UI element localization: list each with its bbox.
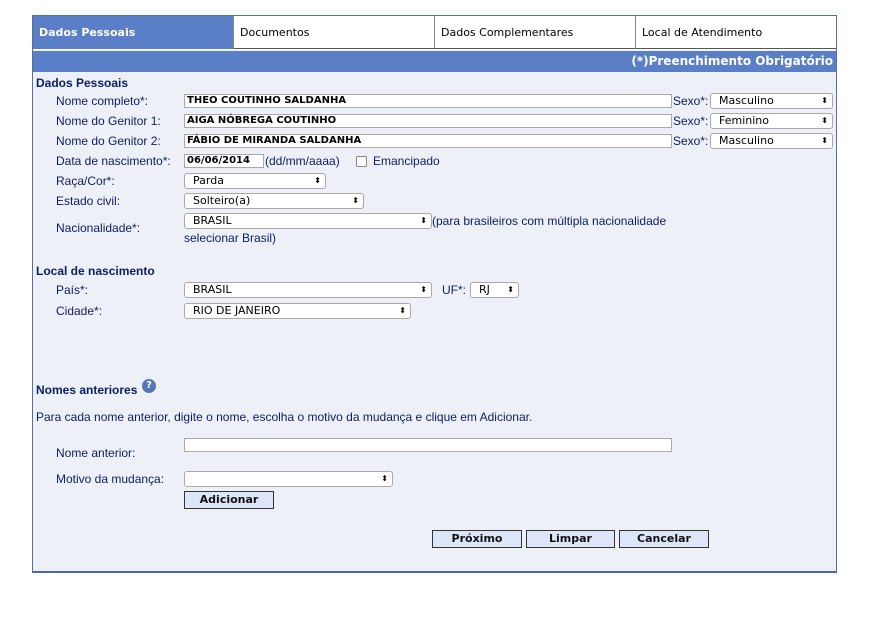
- sexo-label-1: Sexo*:: [673, 94, 709, 108]
- sexo-label-3: Sexo*:: [673, 134, 709, 148]
- sexo-label-2: Sexo*:: [673, 114, 709, 128]
- section-local-nascimento: Local de nascimento: [36, 264, 155, 278]
- form-frame: [32, 15, 837, 573]
- nacionalidade-hint-1: (para brasileiros com múltipla nacionalidade: [432, 214, 667, 228]
- nome-anterior-input[interactable]: [184, 438, 672, 452]
- tab-local-atendimento[interactable]: Local de Atendimento: [636, 16, 836, 49]
- sexo-select-2[interactable]: Feminino ⬍: [710, 113, 833, 129]
- nacionalidade-hint-2: selecionar Brasil): [184, 231, 277, 245]
- uf-select[interactable]: RJ ⬍: [470, 282, 519, 298]
- genitor2-label: Nome do Genitor 2:: [56, 134, 161, 148]
- section-dados-pessoais: Dados Pessoais: [36, 76, 129, 90]
- help-icon[interactable]: ?: [142, 379, 156, 393]
- pais-select[interactable]: BRASIL ⬍: [184, 282, 432, 298]
- nascimento-label: Data de nascimento*:: [56, 154, 171, 168]
- section-nomes-anteriores: Nomes anteriores: [36, 383, 138, 397]
- genitor1-label: Nome do Genitor 1:: [56, 114, 161, 128]
- tab-dados-pessoais[interactable]: Dados Pessoais: [33, 16, 234, 49]
- genitor2-input[interactable]: FÁBIO DE MIRANDA SALDANHA: [184, 134, 672, 148]
- limpar-button[interactable]: Limpar: [526, 530, 615, 548]
- uf-label: UF*:: [442, 283, 466, 297]
- chevron-updown-icon: ⬍: [821, 136, 828, 145]
- chevron-updown-icon: ⬍: [420, 216, 427, 225]
- genitor1-input[interactable]: AIGA NÓBREGA COUTINHO: [184, 114, 672, 128]
- cidade-label: Cidade*:: [56, 304, 103, 318]
- motivo-select[interactable]: [184, 471, 393, 487]
- tab-bar: [33, 16, 836, 50]
- nascimento-input[interactable]: 06/06/2014: [184, 154, 264, 168]
- chevron-updown-icon: ⬍: [352, 196, 359, 205]
- nacionalidade-select[interactable]: BRASIL ⬍: [184, 213, 432, 229]
- chevron-updown-icon: ⬍: [821, 116, 828, 125]
- chevron-updown-icon: ⬍: [821, 96, 828, 105]
- nome-anterior-label: Nome anterior:: [56, 446, 136, 460]
- raca-select[interactable]: Parda ⬍: [184, 173, 326, 189]
- tab-documentos[interactable]: Documentos: [234, 16, 435, 49]
- raca-label: Raça/Cor*:: [56, 174, 115, 188]
- emancipado-label: Emancipado: [373, 154, 440, 168]
- estado-civil-select[interactable]: Solteiro(a) ⬍: [184, 193, 364, 209]
- emancipado-checkbox[interactable]: [356, 156, 367, 167]
- date-format-hint: (dd/mm/aaaa): [265, 154, 340, 168]
- proximo-button[interactable]: Próximo: [432, 530, 522, 548]
- nome-completo-input[interactable]: THEO COUTINHO SALDANHA: [184, 94, 672, 108]
- chevron-updown-icon: ⬍: [381, 474, 388, 483]
- chevron-updown-icon: ⬍: [314, 176, 321, 185]
- nome-label: Nome completo*:: [56, 94, 149, 108]
- estado-civil-label: Estado civil:: [56, 194, 121, 208]
- chevron-updown-icon: ⬍: [420, 285, 427, 294]
- pais-label: País*:: [56, 283, 89, 297]
- nomes-instructions: Para cada nome anterior, digite o nome, escolha o motivo da mudança e clique em Adicionar.: [36, 410, 533, 424]
- cancelar-button[interactable]: Cancelar: [619, 530, 709, 548]
- tab-dados-complementares[interactable]: Dados Complementares: [435, 16, 636, 49]
- sexo-select-1[interactable]: Masculino ⬍: [710, 93, 833, 109]
- nacionalidade-label: Nacionalidade*:: [56, 221, 141, 235]
- required-band: [33, 51, 836, 72]
- adicionar-button[interactable]: Adicionar: [184, 491, 274, 509]
- required-note: (*)Preenchimento Obrigatório: [631, 54, 833, 68]
- motivo-label: Motivo da mudança:: [56, 472, 165, 486]
- chevron-updown-icon: ⬍: [507, 285, 514, 294]
- sexo-select-3[interactable]: Masculino ⬍: [710, 133, 833, 149]
- chevron-updown-icon: ⬍: [399, 306, 406, 315]
- cidade-select[interactable]: RIO DE JANEIRO ⬍: [184, 303, 411, 319]
